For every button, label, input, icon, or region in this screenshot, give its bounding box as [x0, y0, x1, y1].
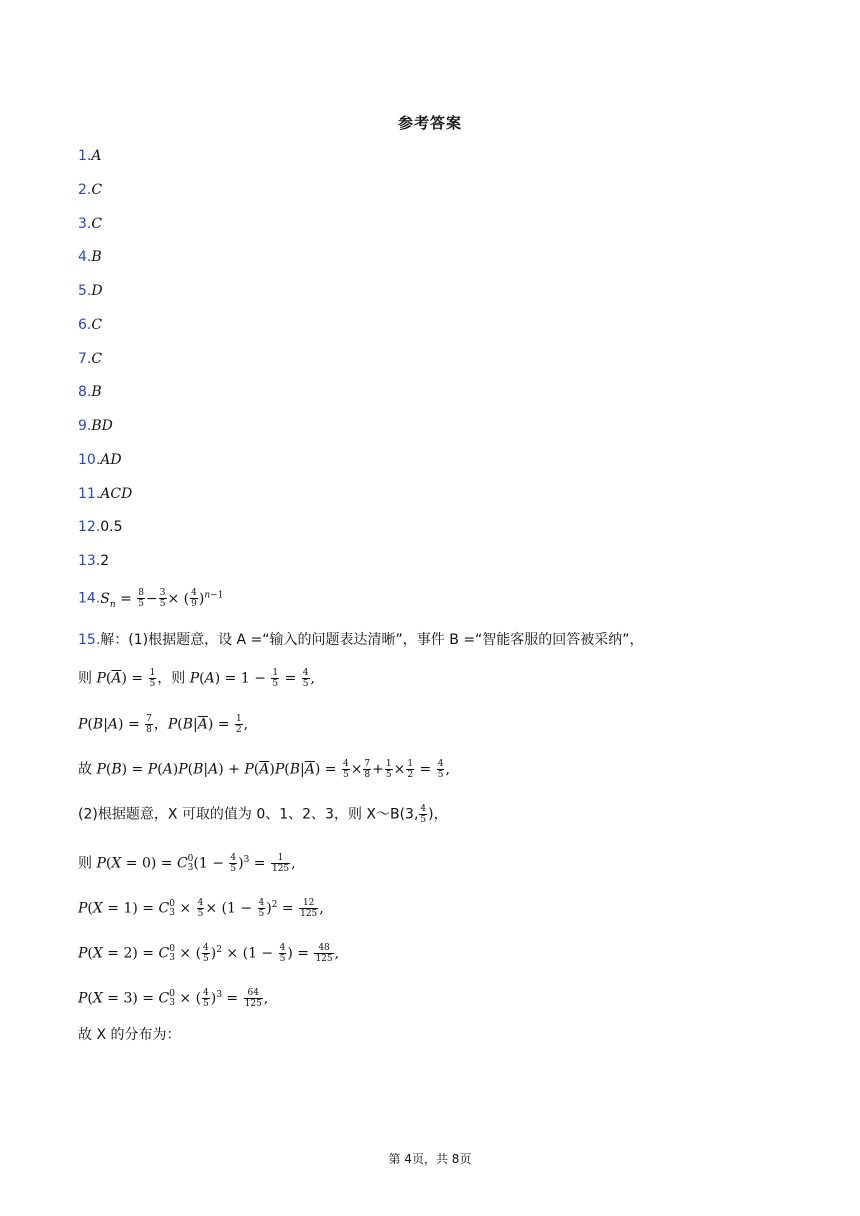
question-number: 9. [78, 418, 92, 434]
question-number: 11. [78, 486, 101, 502]
question-number: 2. [78, 182, 92, 198]
answer-item [78, 146, 101, 166]
formula-line: 故 $P(B) = P(A)P(B|A) + P(\overline{A})P(B|\overline{A})$ = $\frac{4}{5}$ × $\frac{7}{8}$ + $\frac{1}{5}$ × $\frac{1}{2}$ = $\frac{4}{5}$ , [78, 759, 450, 780]
answer-text: C [91, 216, 103, 232]
answer-text: BD [91, 418, 113, 434]
answer-text: B [91, 249, 102, 265]
answer-15-intro [78, 630, 644, 650]
answer-item [78, 349, 102, 369]
answer-text: C [91, 317, 103, 333]
answer-item [78, 247, 102, 267]
question-number: 12. [78, 519, 101, 535]
answer-item [78, 551, 109, 571]
question-number: 6. [78, 317, 92, 333]
formula-line: P(X = 3) = C 0 3 × ( $\frac{4}{5}$ )$^3$ = $\frac{64}{125}$ , [78, 988, 269, 1010]
answer-text: ACD [100, 486, 133, 502]
answer-text: B [91, 384, 102, 400]
answer-item [78, 315, 102, 335]
answer-text: 2 [100, 553, 110, 569]
answer-item [78, 180, 102, 200]
answer-item [78, 214, 102, 234]
question-number: 10. [78, 452, 101, 468]
question-number: 1. [78, 148, 92, 164]
formula-line: (2)根据题意，X 可取的值为 0、1、2、3，则 X～B(3, $\frac{4}{5}$ )， [78, 804, 448, 825]
answer-text: D [91, 283, 103, 299]
question-number: 7. [78, 351, 92, 367]
answer-item [78, 517, 123, 537]
question-number: 13. [78, 553, 101, 569]
part2-text: (2)根据题意，X 可取的值为 0、1、2、3，则 X～B(3, [78, 806, 419, 823]
solution-intro: 解：(1)根据题意，设 A =“输入的问题表达清晰”，事件 B =“智能客服的回答被采纳”， [100, 632, 644, 648]
answer-item [78, 281, 103, 301]
question-number: 5. [78, 283, 92, 299]
distribution-label: 故 X 的分布为： [78, 1027, 181, 1043]
question-number: 15. [78, 632, 101, 648]
formula-line: P(X = 1) = C 0 3 × $\frac{4}{5}$ × (1 − $\frac{4}{5}$ )$^2$ = $\frac{12}{125}$ , [78, 898, 324, 920]
page-title: 参考答案 [397, 114, 462, 132]
answer-14 [78, 585, 223, 614]
answer-text: A [91, 148, 102, 164]
answer-text: C [91, 182, 103, 198]
page-footer: 第 4页，共 8页 [388, 1152, 472, 1166]
answer-item [78, 416, 113, 436]
formula-line: P(X = 2) = C 0 3 × ( $\frac{4}{5}$ )$^2$ × (1 − $\frac{4}{5}$ ) = $\frac{48}{125}$ , [78, 943, 340, 965]
answer-text: 0.5 [100, 519, 123, 535]
answer-item [78, 382, 102, 402]
answer-item [78, 484, 132, 504]
answer-text: C [91, 351, 103, 367]
question-number: 4. [78, 249, 92, 265]
question-number: 3. [78, 216, 92, 232]
answer-item [78, 450, 122, 470]
formula-line: 则 $P(\overline{A})$ = $\frac{1}{5}$ ，则 P(A) = 1 − $\frac{1}{5}$ = $\frac{4}{5}$ , [78, 668, 315, 689]
formula-sn: $S_n$ = $\frac{8}{5}$ − $\frac{3}{5}$ × ( $\frac{4}{9}$ )$^{n-1}$ [100, 588, 224, 610]
question-number: 8. [78, 384, 92, 400]
formula-line: 则 P(X = 0) = C 0 3 (1 − $\frac{4}{5}$ )$^3$ = $\frac{1}{125}$ , [78, 853, 296, 875]
answer-text: AD [100, 452, 122, 468]
formula-line: P(B|A) = $\frac{7}{8}$ ，$P(B|\overline{A})$ = $\frac{1}{2}$ , [78, 714, 249, 735]
question-number: 14. [78, 590, 101, 607]
